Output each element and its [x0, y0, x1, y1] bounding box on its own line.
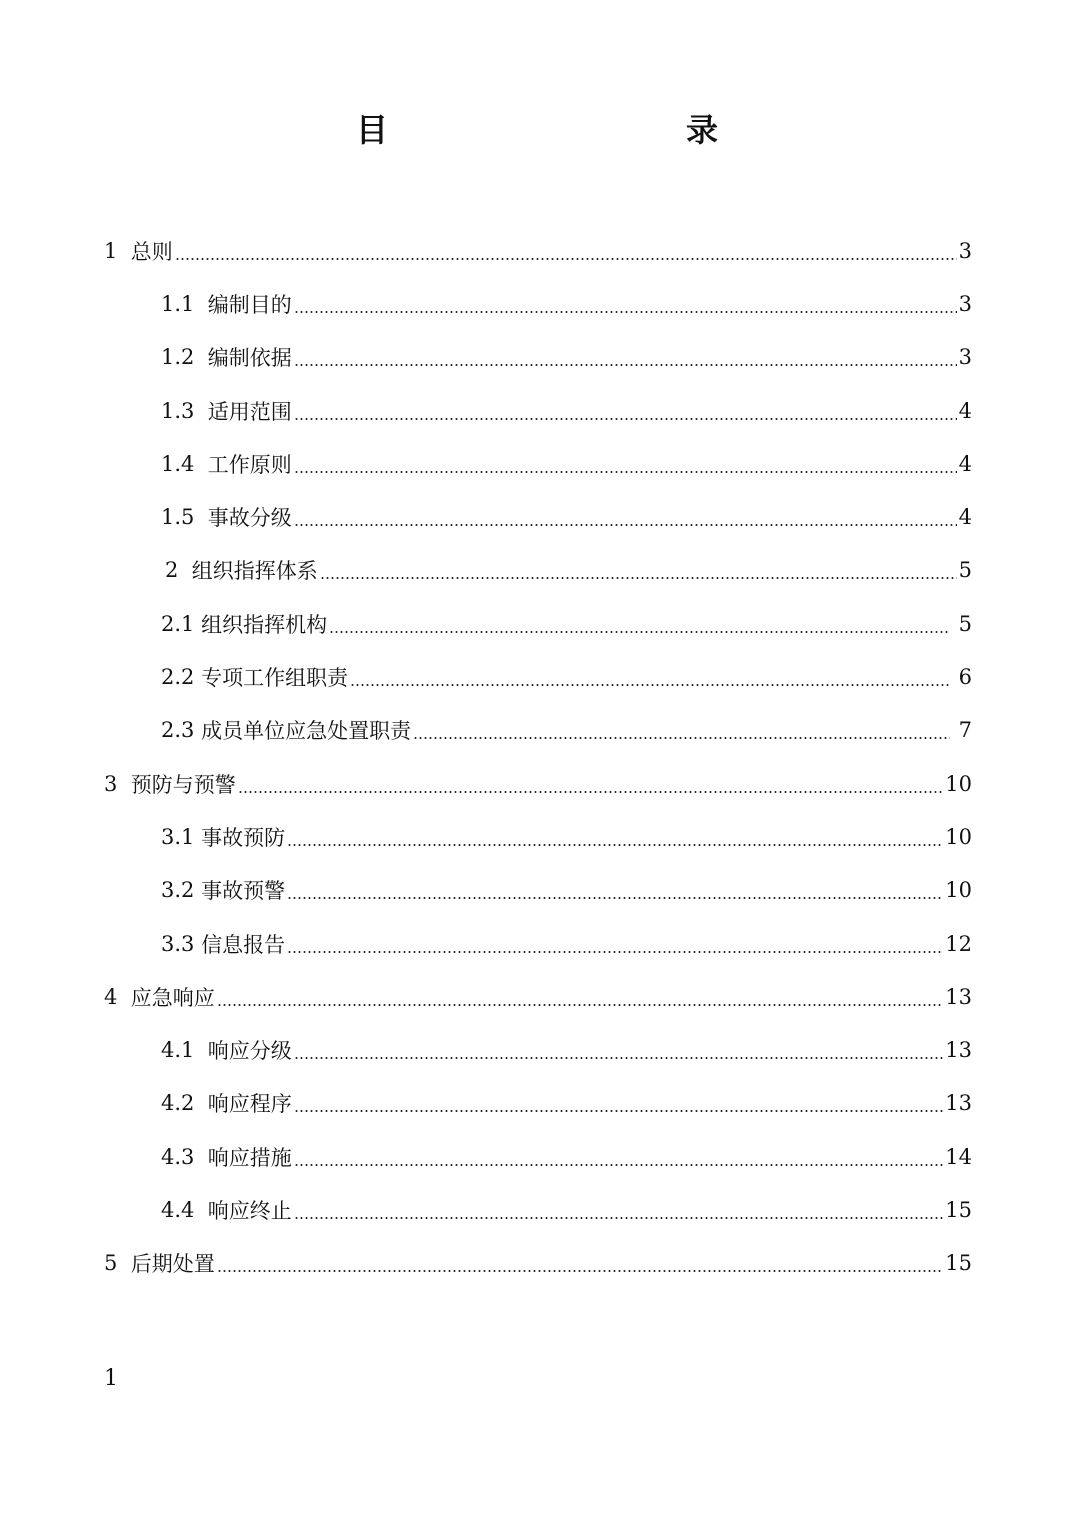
toc-dot-leader — [320, 558, 957, 582]
toc-dot-leader — [287, 932, 943, 956]
toc-dot-leader — [287, 825, 943, 849]
toc-entry[interactable] — [0, 1183, 1074, 1236]
toc-entry-page: 6 — [951, 665, 972, 690]
toc-entry-number: 4.4 — [161, 1197, 208, 1222]
toc-dot-leader — [350, 665, 950, 689]
toc-entry-title: 编制目的 — [207, 292, 292, 317]
toc-entry-page: 12 — [945, 931, 972, 956]
toc-dot-leader — [294, 345, 957, 369]
toc-entry-number: 4 — [104, 984, 131, 1009]
toc-entry[interactable] — [0, 1130, 1074, 1183]
toc-dot-leader — [294, 1091, 944, 1115]
toc-entry-page: 7 — [951, 718, 972, 743]
toc-dot-leader — [175, 239, 957, 263]
toc-entry-page: 3 — [958, 345, 972, 370]
toc-dot-leader — [294, 1145, 944, 1169]
toc-entry-title: 组织指挥机构 — [201, 612, 328, 637]
toc-entry[interactable] — [0, 917, 1074, 970]
toc-dot-leader — [238, 772, 944, 796]
toc-entry-number: 5 — [104, 1251, 131, 1276]
toc-entry-number: 3 — [104, 771, 131, 796]
toc-entry-page: 3 — [958, 291, 972, 316]
toc-dot-leader — [329, 612, 950, 636]
toc-entry-page: 10 — [945, 824, 972, 849]
toc-entry-title: 事故预警 — [201, 879, 286, 904]
toc-entry-title: 信息报告 — [201, 932, 286, 957]
toc-entry-number: 1.3 — [161, 398, 208, 423]
page-number: 1 — [104, 1366, 118, 1391]
toc-entry[interactable] — [0, 597, 1074, 650]
toc-entry-page: 4 — [958, 398, 972, 423]
toc-dot-leader — [217, 985, 944, 1009]
toc-entry-number: 3.3 — [161, 931, 202, 956]
toc-entry-title: 工作原则 — [207, 452, 292, 477]
toc-entry[interactable] — [0, 544, 1074, 597]
toc-entry-number: 1 — [104, 238, 131, 263]
toc-entry-title: 响应措施 — [207, 1145, 292, 1170]
toc-entry[interactable] — [0, 1077, 1074, 1130]
toc-entry-title: 响应程序 — [207, 1092, 292, 1117]
toc-entry[interactable] — [0, 1023, 1074, 1076]
toc-entry[interactable] — [0, 704, 1074, 757]
toc-entry-page: 5 — [958, 558, 972, 583]
toc-entry[interactable] — [0, 1237, 1074, 1290]
toc-entry-number: 2.3 — [161, 718, 202, 743]
toc-entry-title: 应急响应 — [130, 985, 215, 1010]
toc-entry-number: 1.5 — [161, 505, 208, 530]
toc-entry-title: 响应终止 — [207, 1198, 292, 1223]
toc-dot-leader — [294, 505, 957, 529]
toc-entry-number: 1.4 — [161, 451, 208, 476]
table-of-contents — [0, 224, 1074, 1290]
toc-entry-title: 编制依据 — [207, 346, 292, 371]
toc-entry-page: 5 — [951, 611, 972, 636]
toc-entry-title: 预防与预警 — [130, 772, 236, 797]
toc-entry[interactable] — [0, 384, 1074, 437]
toc-entry[interactable] — [0, 490, 1074, 543]
toc-dot-leader — [294, 399, 957, 423]
toc-dot-leader — [287, 878, 943, 902]
toc-entry-page: 13 — [945, 1038, 972, 1063]
toc-entry-number: 2.2 — [161, 665, 202, 690]
toc-entry-number: 1.1 — [161, 291, 208, 316]
toc-entry[interactable] — [0, 331, 1074, 384]
toc-entry-page: 13 — [945, 1091, 972, 1116]
toc-entry[interactable] — [0, 864, 1074, 917]
toc-entry-number: 2 — [165, 558, 192, 583]
toc-entry-number: 3.2 — [161, 878, 202, 903]
toc-dot-leader — [294, 1038, 944, 1062]
toc-dot-leader — [217, 1251, 944, 1275]
toc-entry-number: 4.2 — [161, 1091, 208, 1116]
toc-entry-title: 组织指挥体系 — [191, 559, 318, 584]
toc-entry-page: 15 — [945, 1251, 972, 1276]
toc-entry-page: 3 — [958, 238, 972, 263]
toc-dot-leader — [294, 452, 957, 476]
toc-entry-number: 3.1 — [161, 824, 202, 849]
toc-entry-title: 后期处置 — [130, 1252, 215, 1277]
toc-dot-leader — [294, 1198, 944, 1222]
toc-entry-page: 10 — [945, 878, 972, 903]
toc-entry-number: 4.1 — [161, 1038, 208, 1063]
toc-entry-title: 适用范围 — [207, 399, 292, 424]
toc-entry[interactable] — [0, 277, 1074, 330]
toc-entry[interactable] — [0, 650, 1074, 703]
toc-entry-title: 事故预防 — [201, 825, 286, 850]
toc-dot-leader — [413, 718, 950, 742]
toc-entry-title: 专项工作组职责 — [201, 666, 349, 691]
toc-entry[interactable] — [0, 970, 1074, 1023]
toc-entry-page: 13 — [945, 984, 972, 1009]
page-title: 目 录 — [355, 111, 796, 149]
toc-entry-page: 14 — [945, 1144, 972, 1169]
toc-entry-page: 4 — [958, 505, 972, 530]
toc-entry-page: 10 — [945, 771, 972, 796]
toc-entry-number: 2.1 — [161, 611, 202, 636]
toc-entry[interactable] — [0, 810, 1074, 863]
toc-entry-page: 15 — [945, 1197, 972, 1222]
toc-entry-number: 4.3 — [161, 1144, 208, 1169]
toc-entry-title: 响应分级 — [207, 1039, 292, 1064]
toc-entry-page: 4 — [958, 451, 972, 476]
toc-entry[interactable] — [0, 757, 1074, 810]
toc-entry-title: 成员单位应急处置职责 — [201, 719, 412, 744]
toc-entry-title: 事故分级 — [207, 506, 292, 531]
toc-entry[interactable] — [0, 224, 1074, 277]
toc-dot-leader — [294, 292, 957, 316]
toc-entry-number: 1.2 — [161, 345, 208, 370]
toc-entry[interactable] — [0, 437, 1074, 490]
toc-entry-title: 总则 — [130, 239, 173, 264]
